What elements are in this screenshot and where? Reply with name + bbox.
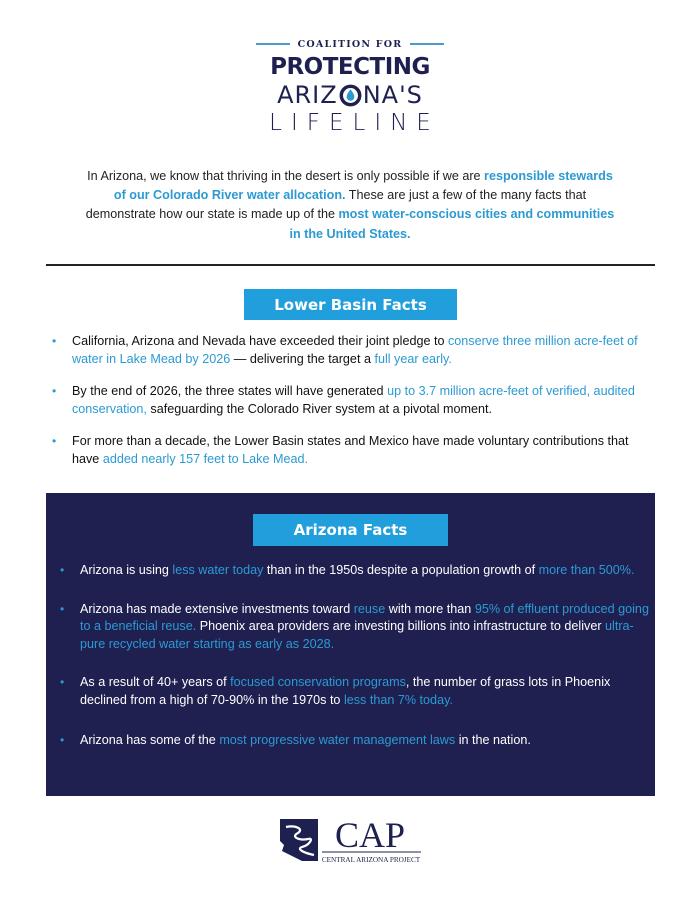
fact-text: than in the 1950s despite a population growth of [263,563,539,577]
logo-rule-right [410,43,444,45]
fact-highlight: less water today [172,563,264,577]
arizona-state-river-icon [280,819,318,861]
fact-text: Arizona has made extensive investments toward [80,601,354,616]
bullet-icon: • [52,434,57,449]
arizona-facts-list [54,562,654,770]
fact-highlight: focused conservation programs [230,675,406,690]
fact-highlight: more than 500%. [538,563,635,577]
logo-rule-left [256,43,290,45]
fact-text: Arizona has some of the [80,732,220,747]
fact-highlight: added nearly 157 feet to Lake Mead. [102,451,308,466]
fact-highlight: less than 7% today. [343,692,453,707]
intro-paragraph [80,167,620,244]
fact-text: Phoenix area providers are investing billions into infrastructure to deliver [196,619,606,634]
fact-item [54,562,654,580]
logo-lifeline: LIFELINE [269,110,440,136]
logo-protecting: PROTECTING [270,54,430,80]
fact-text: with more than [385,601,475,616]
lower-basin-facts-list [46,333,646,484]
bullet-icon: • [52,384,57,399]
logo-coalition-for: COALITION FOR [297,38,403,50]
bullet-icon: • [60,601,65,616]
cap-wordmark: CAP [334,815,406,855]
fact-text: California, Arizona and Nevada have exceeded their joint pledge to [72,334,448,348]
fact-text: As a result of 40+ years of [80,675,231,690]
bullet-icon: • [60,732,65,747]
coalition-logo [0,36,700,137]
fact-item [54,732,654,750]
fact-text: — delivering the target a [230,351,375,366]
logo-nas: NA'S [362,81,423,109]
bullet-icon: • [60,675,65,690]
fact-item [46,383,646,418]
fact-item [46,333,646,368]
section-divider [46,264,655,266]
fact-highlight: conserve three million acre-feet of water in Lake Mead by 2026 [72,334,638,366]
fact-highlight: most progressive water management laws [219,732,456,747]
intro-highlight: responsible stewards of our Colorado River water allocation. [113,169,613,203]
lower-basin-heading: Lower Basin Facts [244,289,457,320]
fact-item [46,433,646,468]
arizona-facts-heading: Arizona Facts [253,514,448,546]
cap-logo [278,815,423,867]
logo-ariz: ARIZ [277,81,338,109]
cap-subtitle: CENTRAL ARIZONA PROJECT [321,856,421,864]
logo-coalition-row [0,36,700,52]
fact-text: For more than a decade, the Lower Basin states and Mexico have made voluntary contributions that have [72,434,629,466]
fact-text: Arizona is using [80,563,173,577]
intro-highlight: most water-conscious cities and communities in the United States. [289,207,615,241]
fact-text: By the end of 2026, the three states will have generated [72,384,388,399]
fact-highlight: reuse [353,601,386,616]
water-drop-icon [339,84,362,107]
fact-text: , the number of grass lots in Phoenix declined from a high of 70-90% in the 1970s to [80,675,611,707]
fact-item [54,674,654,709]
fact-item [54,601,654,654]
bullet-icon: • [60,563,65,577]
fact-text: in the nation. [455,732,531,747]
logo-arizonas [0,81,700,109]
fact-highlight: full year early. [374,351,452,366]
fact-highlight: 95% of effluent produced going to a beneficial reuse. [80,601,649,634]
bullet-icon: • [52,334,57,348]
fact-text: safeguarding the Colorado River system at a pivotal moment. [146,401,493,416]
fact-highlight: up to 3.7 million acre-feet of verified, audited conservation, [72,384,635,416]
intro-text: In Arizona, we know that thriving in the desert is only possible if we are [87,169,485,183]
intro-text: These are just a few of the many facts that demonstrate how our state is made up of the [85,188,587,222]
fact-highlight: ultra-pure recycled water starting as early as 2028. [80,619,634,651]
